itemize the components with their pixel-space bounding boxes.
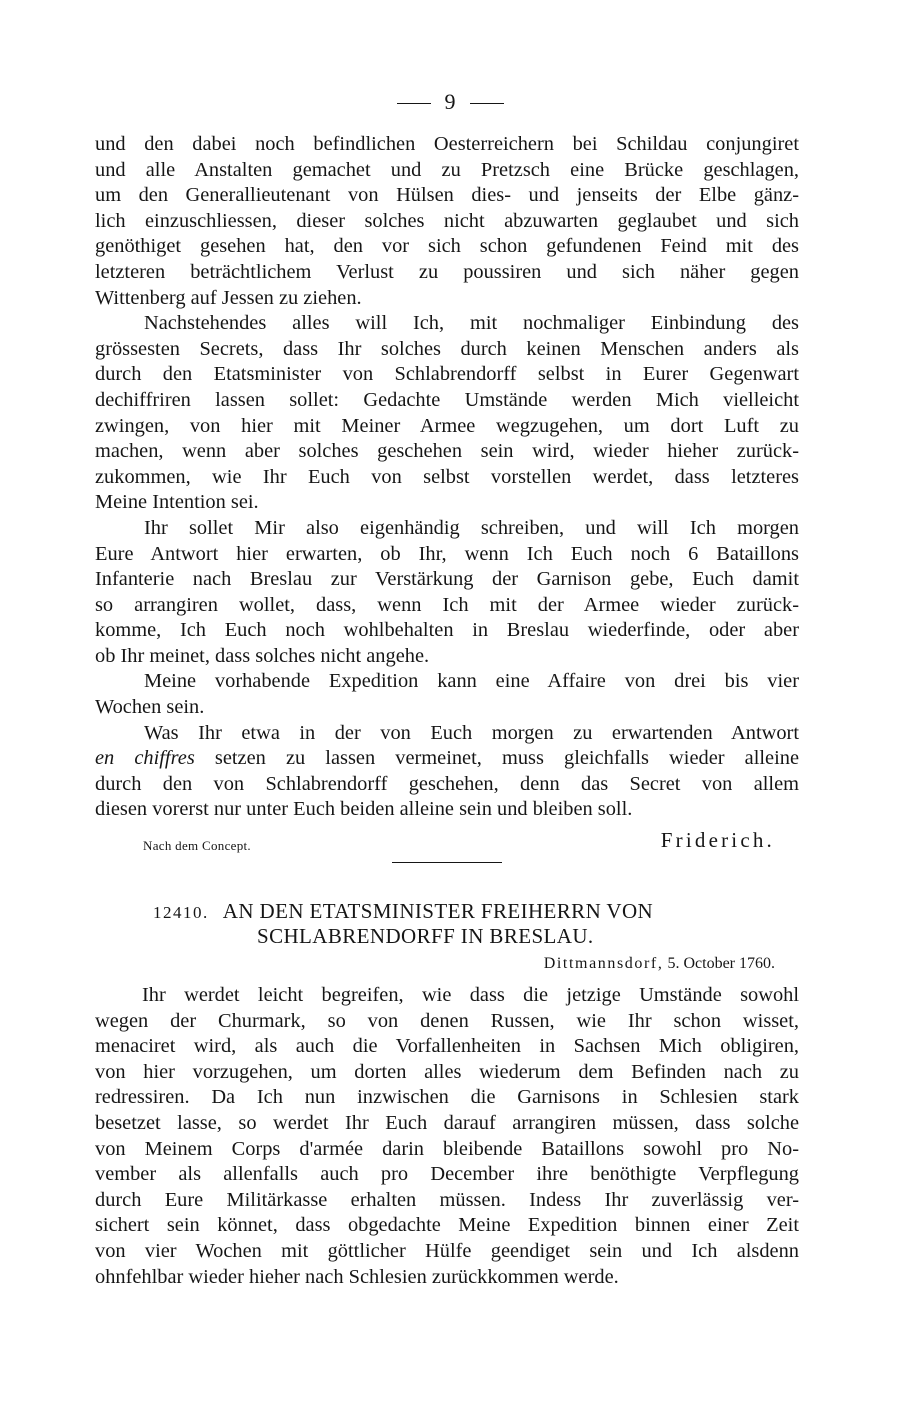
text-line: komme, Ich Euch noch wohlbehalten in Breslau wiederfinde, oder aber: [95, 619, 799, 642]
signoff: [143, 828, 775, 858]
letter-heading-line-2: SCHLABRENDORFF IN BRESLAU.: [257, 924, 594, 948]
text-line: zwingen, von hier mit Meiner Armee wegzugehen, um dort Luft zu: [95, 414, 799, 437]
text-line: von vier Wochen mit göttlicher Hülfe geendiget sein und Ich alsdenn: [95, 1239, 799, 1262]
letter-heading-text: AN DEN ETATSMINISTER FREIHERRN VON: [222, 899, 654, 923]
text-line: redressiren. Da Ich nun inzwischen die Garnisons in Schlesien stark: [95, 1086, 799, 1109]
text-line: so arrangiren wollet, dass, wenn Ich mit der Armee wieder zurück-: [95, 593, 799, 616]
text-line: durch den von Schlabrendorff geschehen, denn das Secret von allem: [95, 772, 799, 795]
text-line: Wittenberg auf Jessen zu ziehen.: [95, 286, 362, 309]
text-line: Nachstehendes alles will Ich, mit nochmaliger Einbindung des: [144, 312, 799, 335]
text-line: von hier vorzugehen, um dorten alles wiederum dem Befinden nach zu: [95, 1060, 799, 1083]
text-line: besetzet lasse, so werdet Ihr Euch darauf arrangiren müssen, dass solche: [95, 1111, 799, 1134]
signature: Friderich.: [660, 828, 775, 852]
text-line: zukommen, wie Ihr Euch von selbst vorstellen werdet, dass letzteres: [95, 465, 799, 488]
dateline-place: Dittmannsdorf,: [543, 955, 664, 972]
page-number: [0, 88, 900, 116]
continuation-text: [95, 132, 799, 823]
page-number-value: 9: [444, 89, 456, 114]
page-number-dash: [470, 103, 504, 104]
text-line: um den Generallieutenant von Hülsen dies- und jenseits der Elbe gänz-: [95, 184, 799, 207]
page-number-dash: [397, 103, 431, 104]
en-chiffres-phrase: en chiffres: [95, 747, 195, 770]
text-line: machen, wenn aber solches geschehen sein wird, wieder hieher zurück-: [95, 440, 799, 463]
text-line: Infanterie nach Breslau zur Verstärkung der Garnison gebe, Euch damit: [95, 568, 799, 591]
text-line: Wochen sein.: [95, 696, 205, 719]
text-line: lich einzuschliessen, dieser solches nicht abzuwarten geglaubet und sich: [95, 209, 799, 232]
text-line: Ihr werdet leicht begreifen, wie dass die jetzige Umstände sowohl: [142, 984, 799, 1006]
text-line: durch den Etatsminister von Schlabrendorff selbst in Eurer Gegenwart: [95, 363, 799, 386]
text-line: Was Ihr etwa in der von Euch morgen zu erwartenden Antwort: [144, 721, 799, 744]
text-line: Ihr sollet Mir also eigenhändig schreiben, und will Ich morgen: [144, 516, 799, 539]
text-line: vember als allenfalls auch pro December ihre benöthigte Verpflegung: [95, 1163, 799, 1186]
text-line-rest: setzen zu lassen vermeinet, muss gleichfalls wieder alleine: [214, 747, 799, 770]
text-line: von Meinem Corps d'armée darin bleibende Bataillons sowohl pro No-: [95, 1137, 799, 1160]
text-line: letzteren beträchtlichem Verlust zu poussiren und sich näher gegen: [95, 260, 799, 283]
text-line: Meine vorhabende Expedition kann eine Affaire von drei bis vier: [144, 670, 799, 693]
text-line: [95, 746, 799, 772]
text-line: und den dabei noch befindlichen Oesterreichern bei Schildau conjungiret: [95, 133, 799, 155]
text-line: durch Eure Militärkasse erhalten müssen. Indess Ihr zuverlässig ver-: [95, 1188, 799, 1211]
text-line: dechiffriren lassen sollet: Gedachte Umstände werden Mich vielleicht: [95, 388, 799, 411]
letter-body: [95, 983, 799, 1290]
source-note: Nach dem Concept.: [143, 838, 251, 853]
text-line: ob Ihr meinet, dass solches nicht angehe.: [95, 644, 430, 667]
text-line: menaciret wird, als auch die Vorfallenheiten in Sachsen Mich obligiren,: [95, 1035, 799, 1058]
dateline-date: 5. October 1760.: [667, 955, 775, 972]
letter-heading-line-1: [153, 898, 653, 926]
text-line: Meine Intention sei.: [95, 491, 259, 514]
text-line: grössesten Secrets, dass Ihr solches durch keinen Menschen anders als: [95, 337, 799, 360]
text-line: wegen der Churmark, so von denen Russen, wie Ihr schon wisset,: [95, 1009, 799, 1032]
text-line: ohnfehlbar wieder hieher nach Schlesien zurückkommen werde.: [95, 1265, 619, 1288]
text-line: Eure Antwort hier erwarten, ob Ihr, wenn Ich Euch noch 6 Bataillons: [95, 542, 799, 565]
text-line: genöthiget gesehen hat, den vor sich schon gefundenen Feind mit des: [95, 235, 799, 258]
section-divider: [392, 862, 502, 863]
letter-number: 12410.: [153, 903, 209, 922]
text-line: sichert sein könnet, dass obgedachte Meine Expedition binnen einer Zeit: [95, 1214, 799, 1237]
text-line: diesen vorerst nur unter Euch beiden alleine sein und bleiben soll.: [95, 798, 633, 821]
text-line: und alle Anstalten gemachet und zu Pretzsch eine Brücke geschlagen,: [95, 158, 799, 181]
dateline: [544, 952, 775, 976]
